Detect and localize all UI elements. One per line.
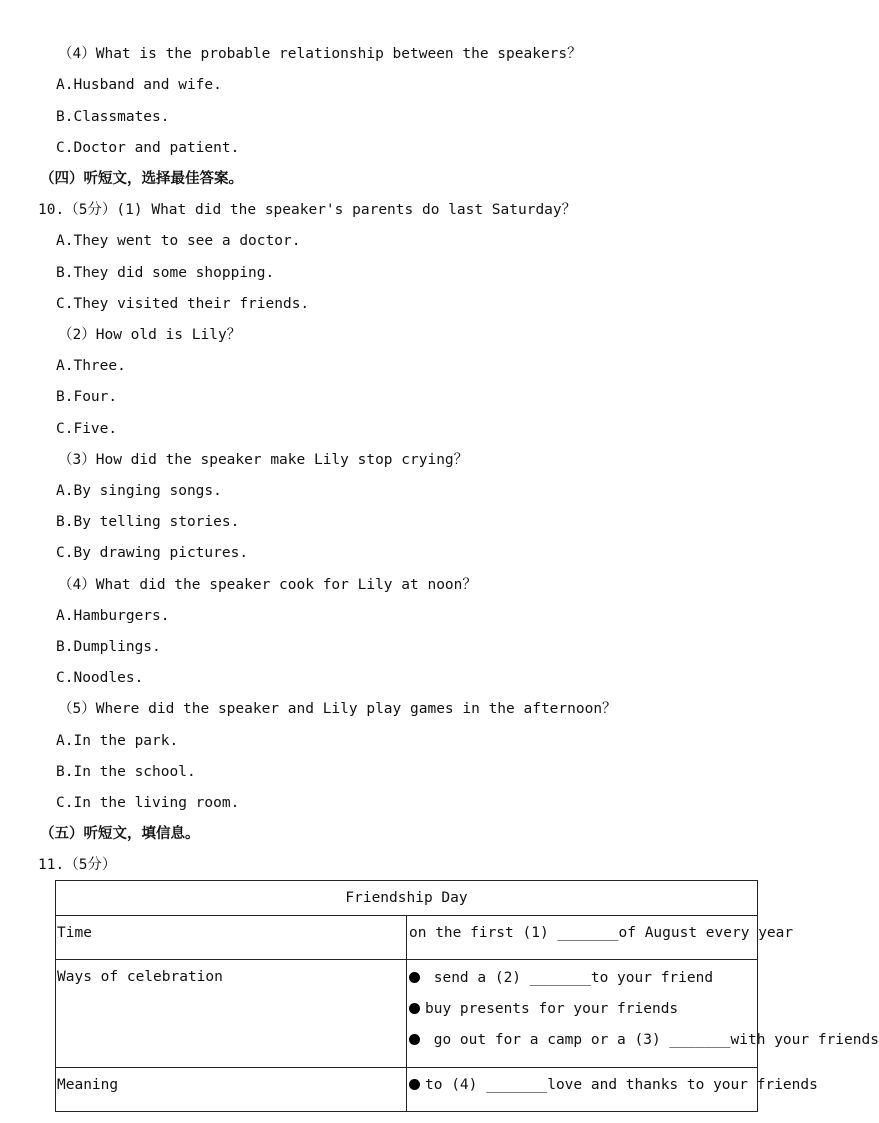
time-value: on the first (1) _______of August every year (407, 916, 758, 960)
ways-item-1-text: send a (2) _______to your friend (425, 970, 714, 986)
q10-part1-text: (1) What did the speaker's parents do last Saturday？ (116, 202, 577, 218)
q10-part2-question: （2）How old is Lily？ (58, 327, 242, 343)
q10-p5-option-b: B.In the school. (56, 764, 196, 780)
q10-p5-option-c: C.In the living room. (56, 795, 240, 811)
bullet-icon (409, 1034, 420, 1045)
ways-item-1 (407, 960, 757, 991)
bullet-icon (409, 972, 420, 983)
q10-number: 10.（5分） (38, 202, 117, 218)
q10-p4-option-b: B.Dumplings. (56, 639, 161, 655)
q10-p1-option-b: B.They did some shopping. (56, 265, 275, 281)
q10-part1-question (38, 201, 576, 219)
q9-option-c: C.Doctor and patient. (56, 140, 240, 156)
q10-p3-option-a: A.By singing songs. (56, 483, 222, 499)
q10-p3-option-c: C.By drawing pictures. (56, 545, 249, 561)
q10-p3-option-b: B.By telling stories. (56, 514, 240, 530)
meaning-text: to (4) _______love and thanks to your friends (425, 1077, 818, 1093)
q10-part3-question: （3）How did the speaker make Lily stop crying？ (58, 452, 469, 468)
table-title: Friendship Day (56, 881, 758, 916)
bullet-icon (409, 1003, 420, 1014)
meaning-value (407, 1068, 818, 1112)
ways-list (407, 960, 879, 1068)
time-label: Time (56, 916, 407, 960)
ways-item-3-text: go out for a camp or a (3) _______with your friends (425, 1032, 879, 1048)
q10-p2-option-b: B.Four. (56, 389, 118, 405)
q9-option-a: A.Husband and wife. (56, 77, 222, 93)
q10-p1-option-a: A.They went to see a doctor. (56, 233, 301, 249)
q10-p4-option-a: A.Hamburgers. (56, 608, 170, 624)
q9-option-b: B.Classmates. (56, 109, 170, 125)
ways-item-3 (407, 1022, 879, 1053)
section5-heading: （五）听短文，填信息。 (40, 826, 200, 842)
ways-item-2 (407, 991, 757, 1022)
q11-number: 11.（5分） (38, 857, 117, 873)
ways-item-2-text: buy presents for your friends (425, 1001, 679, 1017)
q10-p5-option-a: A.In the park. (56, 733, 179, 749)
q9-part4-question: （4）What is the probable relationship between the speakers？ (58, 46, 582, 62)
ways-label: Ways of celebration (56, 960, 407, 1068)
bullet-icon (409, 1079, 420, 1090)
meaning-label: Meaning (56, 1068, 407, 1112)
q10-p2-option-a: A.Three. (56, 358, 126, 374)
q10-p1-option-c: C.They visited their friends. (56, 296, 310, 312)
q10-p2-option-c: C.Five. (56, 421, 118, 437)
q10-p4-option-c: C.Noodles. (56, 670, 144, 686)
q10-part4-question: （4）What did the speaker cook for Lily at noon？ (58, 577, 477, 593)
friendship-day-table (55, 880, 879, 1112)
q10-part5-question: （5）Where did the speaker and Lily play games in the afternoon？ (58, 701, 617, 717)
section4-heading: （四）听短文，选择最佳答案。 (40, 171, 243, 187)
